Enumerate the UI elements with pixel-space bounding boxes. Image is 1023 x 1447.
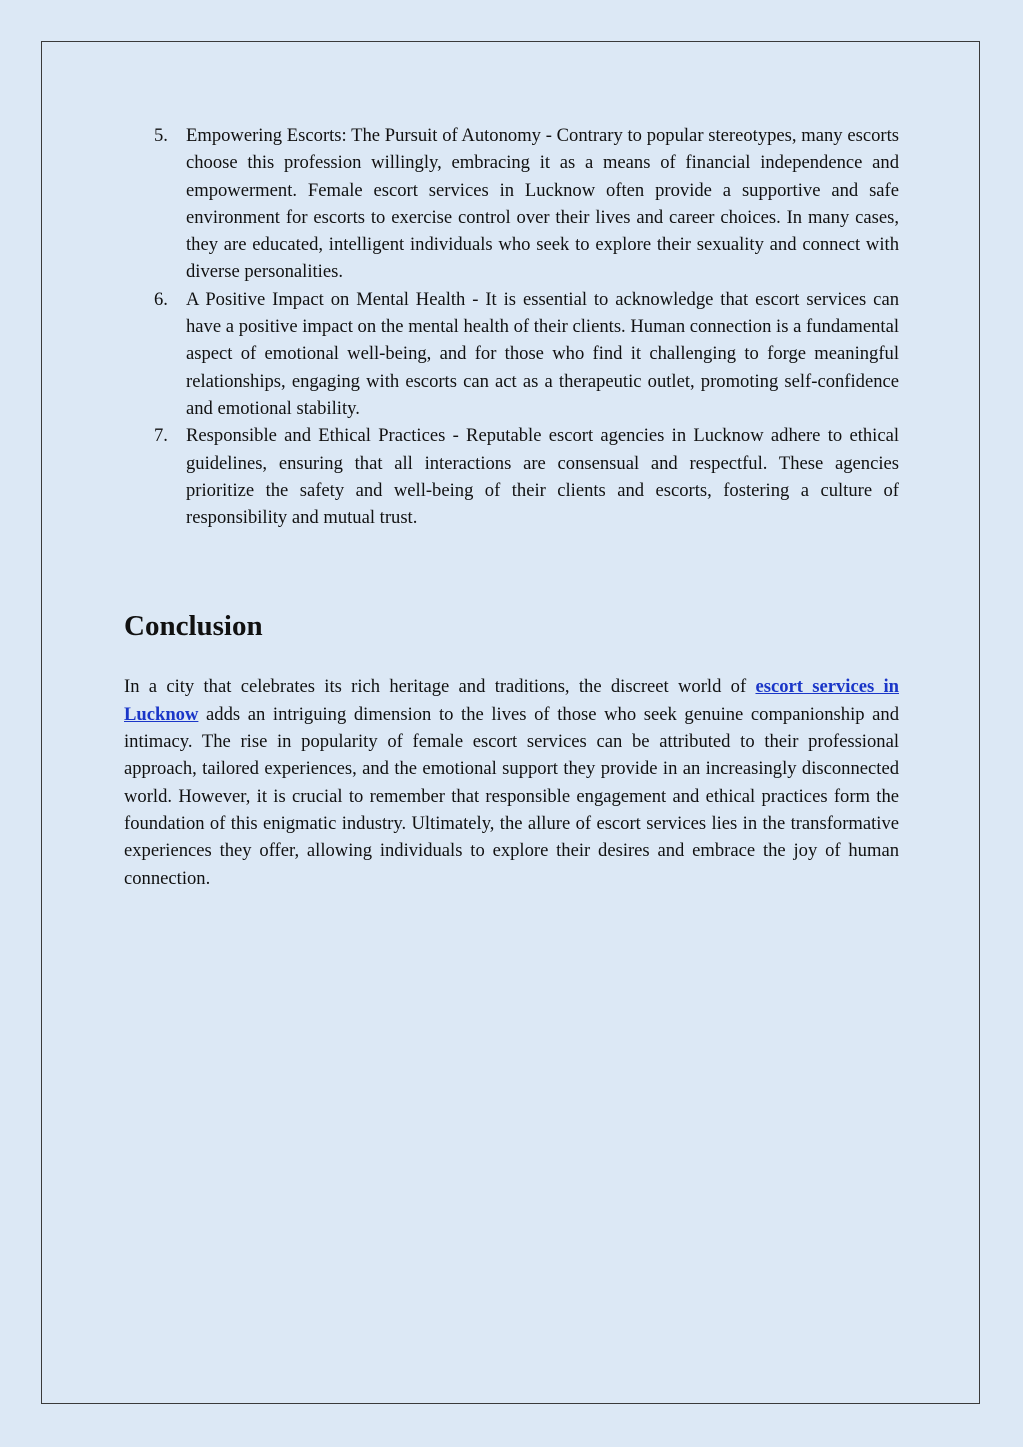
- conclusion-heading: Conclusion: [124, 610, 263, 643]
- list-item-number: 6.: [154, 288, 168, 310]
- list-item: [154, 286, 899, 422]
- escort-services-link[interactable]: escort services in Lucknow: [124, 676, 899, 725]
- list-item: [154, 122, 899, 286]
- list-item-text: A Positive Impact on Mental Health - It is essential to acknowledge that escort services can have a positive impact on the mental health of their clients. Human connection is a fundamental aspect of emotional well-being, and for those who find it challenging to forge meaningful relationships, engaging with escorts can act as a therapeutic outlet, promoting self-confidence and emotional stability.: [186, 288, 899, 419]
- list-item-number: 5.: [154, 125, 168, 146]
- list-item-number: 7.: [154, 425, 168, 447]
- list-item-text: Empowering Escorts: The Pursuit of Autonomy - Contrary to popular stereotypes, many escorts choose this profession willingly, embracing it as a means of financial independence and empowerment. Female escort services in Lucknow often provide a supportive and safe environment for escorts to exercise control over their lives and career choices. In many cases, they are educated, intelligent individuals who seek to explore their sexuality and connect with diverse personalities.: [186, 125, 899, 283]
- conclusion-text-start: In a city that celebrates its rich heritage and traditions, the discreet world of: [124, 676, 756, 698]
- list-item-text: Responsible and Ethical Practices - Reputable escort agencies in Lucknow adhere to ethical guidelines, ensuring that all interactions are consensual and respectful. These agencies prioritize the safety and well-being of their clients and escorts, fostering a culture of responsibility and mutual trust.: [186, 425, 899, 529]
- document-content: [124, 122, 899, 892]
- list-item: [154, 422, 899, 531]
- conclusion-text-end: adds an intriguing dimension to the lives of those who seek genuine companionship and intimacy. The rise in popularity of female escort services can be attributed to their professional approach, tailored experiences, and the emotional support they provide in an increasingly disconnected world. However, it is crucial to remember that responsible engagement and ethical practices form the foundation of this enigmatic industry. Ultimately, the allure of escort services lies in the transformative experiences they offer, allowing individuals to explore their desires and embrace the joy of human connection.: [124, 703, 899, 889]
- conclusion-paragraph: [124, 673, 899, 891]
- numbered-list: [124, 122, 899, 531]
